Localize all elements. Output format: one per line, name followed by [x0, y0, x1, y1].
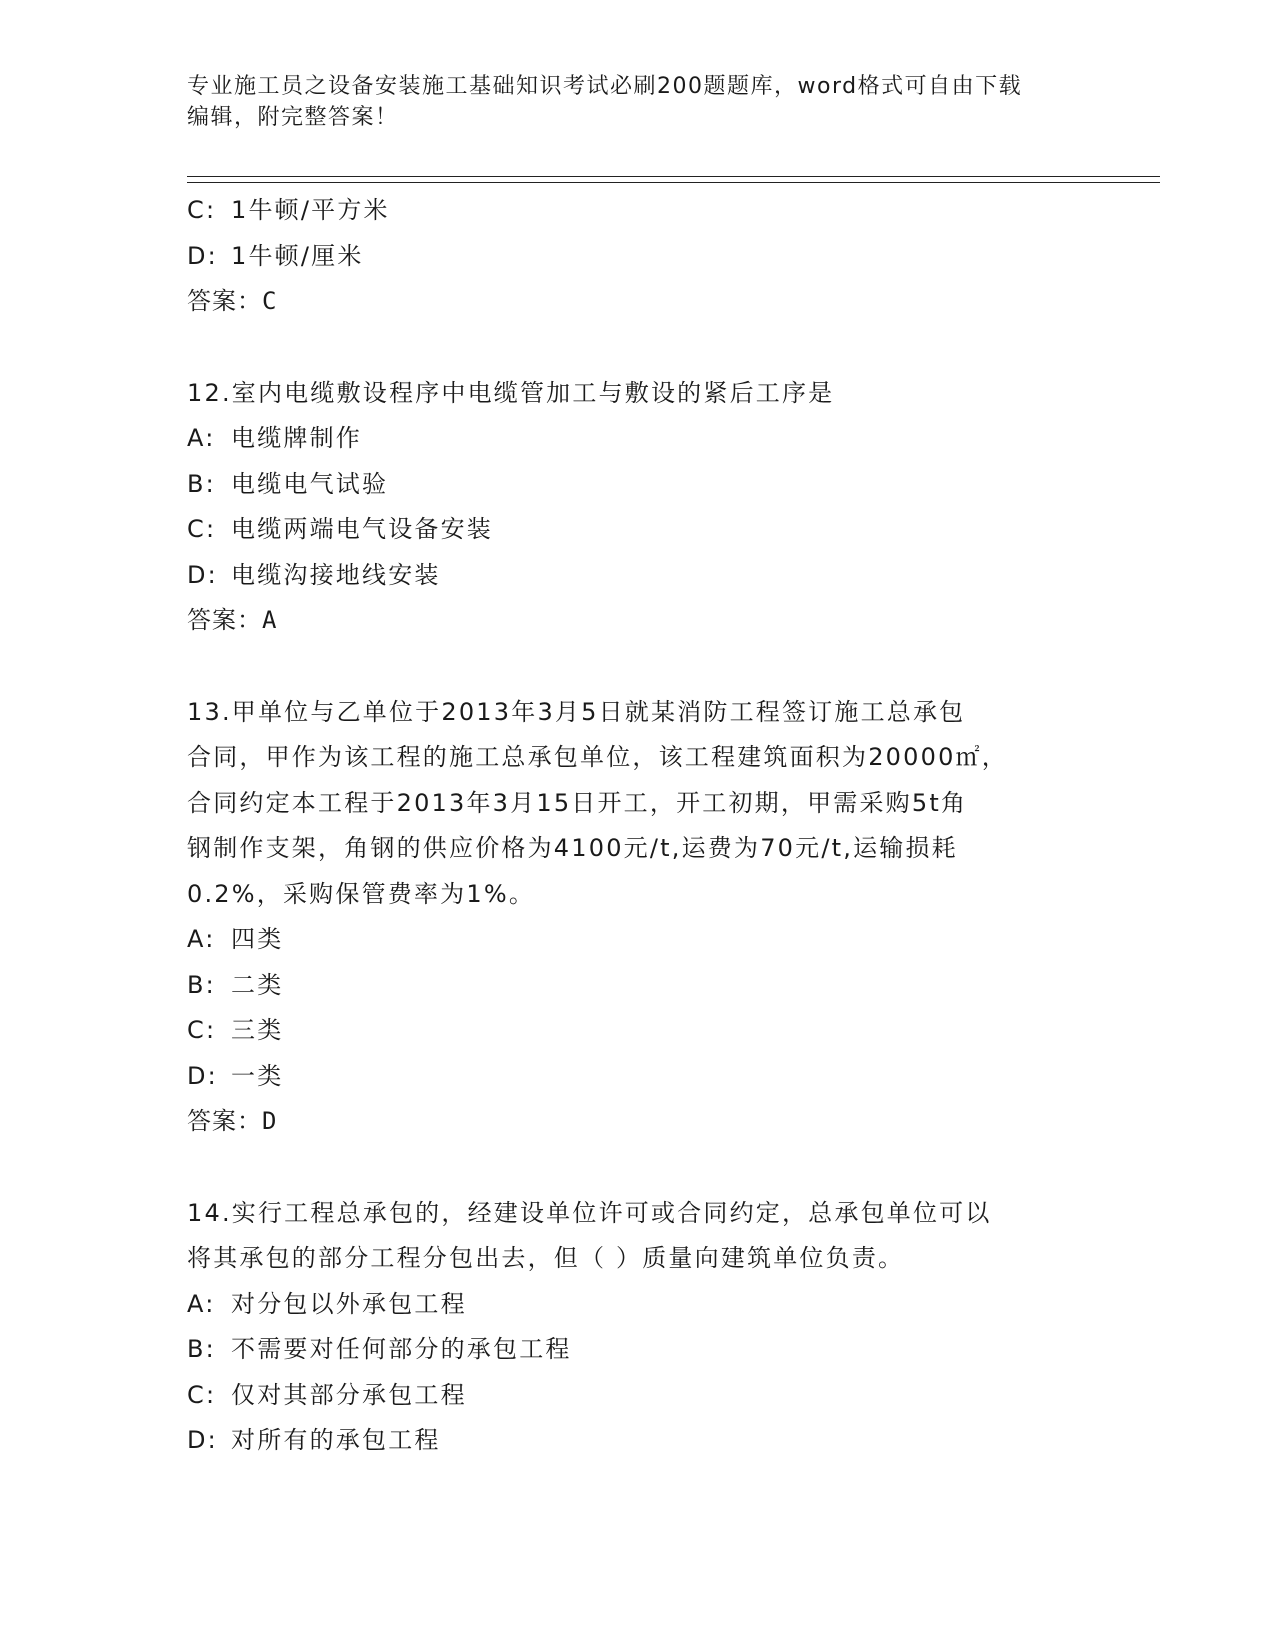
answer: 答案：A: [187, 606, 278, 634]
question-11-tail: [187, 188, 1067, 325]
option-b: B: 二类: [187, 970, 284, 999]
option-d: D: 一类: [187, 1061, 284, 1090]
question-list: [187, 188, 1067, 1464]
option-b: B: 电缆电气试验: [187, 469, 389, 498]
option-d: D: 对所有的承包工程: [187, 1426, 441, 1454]
option-c: C: 仅对其部分承包工程: [187, 1380, 467, 1409]
option-a: A: 对分包以外承包工程: [187, 1289, 467, 1318]
spacer: [187, 325, 1067, 371]
option-a: A: 电缆牌制作: [187, 424, 362, 452]
header-title-line1: 专业施工员之设备安装施工基础知识考试必刷200题题库，word格式可自由下载: [187, 74, 1023, 99]
question-stem-line: 合同，甲作为该工程的施工总承包单位，该工程建筑面积为20000㎡，: [187, 743, 1008, 771]
header-title-line2: 编辑，附完整答案！: [187, 105, 399, 130]
answer: 答案：C: [187, 287, 278, 315]
question-stem: 12.室内电缆敷设程序中电缆管加工与敷设的紧后工序是: [187, 378, 835, 407]
option-a: A: 四类: [187, 925, 284, 953]
option-d: D: 1牛顿/厘米: [187, 241, 364, 270]
question-stem-line: 13.甲单位与乙单位于2013年3月5日就某消防工程签订施工总承包: [187, 697, 966, 726]
question-stem-line: 0.2%，采购保管费率为1%。: [187, 879, 536, 908]
question-stem-line: 14.实行工程总承包的，经建设单位许可或合同约定，总承包单位可以: [187, 1198, 992, 1227]
question-14: [187, 1191, 1067, 1464]
option-d: D: 电缆沟接地线安装: [187, 560, 441, 589]
document-header: [187, 71, 1067, 133]
option-c: C: 1牛顿/平方米: [187, 196, 390, 224]
option-c: C: 三类: [187, 1016, 284, 1044]
question-stem-line: 将其承包的部分工程分包出去，但（ ）质量向建筑单位负责。: [187, 1244, 905, 1272]
header-divider: [187, 176, 1160, 183]
question-stem-line: 钢制作支架，角钢的供应价格为4100元/t,运费为70元/t,运输损耗: [187, 834, 958, 862]
spacer: [187, 644, 1067, 690]
question-12: [187, 371, 1067, 644]
spacer: [187, 1145, 1067, 1191]
option-b: B: 不需要对任何部分的承包工程: [187, 1335, 572, 1363]
question-13: [187, 690, 1067, 1145]
answer: 答案：D: [187, 1107, 278, 1135]
option-c: C: 电缆两端电气设备安装: [187, 515, 493, 543]
question-stem-line: 合同约定本工程于2013年3月15日开工，开工初期，甲需采购5t角: [187, 788, 968, 817]
